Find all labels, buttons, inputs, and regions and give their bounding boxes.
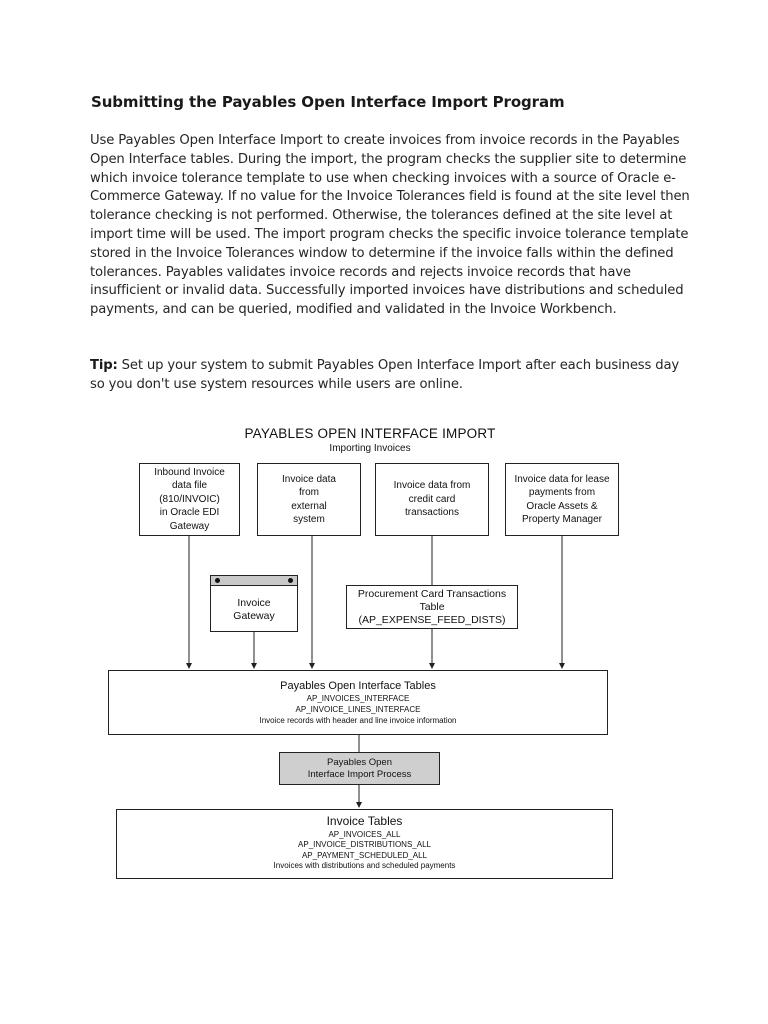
source-lease-payments: Invoice data for lease payments from Oracle Assets & Property Manager xyxy=(505,463,619,536)
open-interface-tables: Payables Open Interface Tables AP_INVOICES_INTERFACE AP_INVOICE_LINES_INTERFACE Invoice records with header and line invoice information xyxy=(108,670,608,735)
invoice-tables: Invoice Tables AP_INVOICES_ALL AP_INVOICE_DISTRIBUTIONS_ALL AP_PAYMENT_SCHEDULED_ALL Invoices with distributions and scheduled payments xyxy=(116,809,613,879)
procurement-card-table: Procurement Card Transactions Table (AP_EXPENSE_FEED_DISTS) xyxy=(346,585,518,629)
source-external-system: Invoice data from external system xyxy=(257,463,361,536)
page-title: Submitting the Payables Open Interface Import Program xyxy=(91,93,565,111)
invoice-gateway-label: Invoice Gateway xyxy=(233,596,275,622)
window-dot-icon xyxy=(288,578,293,583)
window-titlebar xyxy=(211,576,297,586)
import-process: Payables Open Interface Import Process xyxy=(279,752,440,785)
invoice-gateway-window xyxy=(210,575,298,632)
diagram-subtitle: Importing Invoices xyxy=(329,443,411,454)
intro-paragraph: Use Payables Open Interface Import to create invoices from invoice records in the Payables Open Interface tables. During the import, the program checks the supplier site to determine which invoice tolerance template to use when checking invoices with a source of Oracle e-Commerce Gateway. If no value for the Invoice Tolerances field is found at the site level then tolerance checking is not performed. Otherwise, the tolerances defined at the site level at import time will be used. The import program checks the specific invoice tolerance template stored in the Invoice Tolerances window to determine if the invoice falls within the defined tolerances. Payables validates invoice records and rejects invoice records that have insufficient or invalid data. Successfully imported invoices have distributions and scheduled payments, and can be queried, modified and validated in the Invoice Workbench. xyxy=(90,133,690,318)
source-credit-card: Invoice data from credit card transactions xyxy=(375,463,489,536)
source-edi-gateway: Inbound Invoice data file (810/INVOIC) in Oracle EDI Gateway xyxy=(139,463,240,536)
diagram-title: PAYABLES OPEN INTERFACE IMPORT xyxy=(244,426,496,441)
tip-text: Set up your system to submit Payables Open Interface Import after each business day so you don't use system resources while users are online. xyxy=(90,358,680,392)
window-dot-icon xyxy=(215,578,220,583)
tip-label: Tip: xyxy=(90,358,118,373)
